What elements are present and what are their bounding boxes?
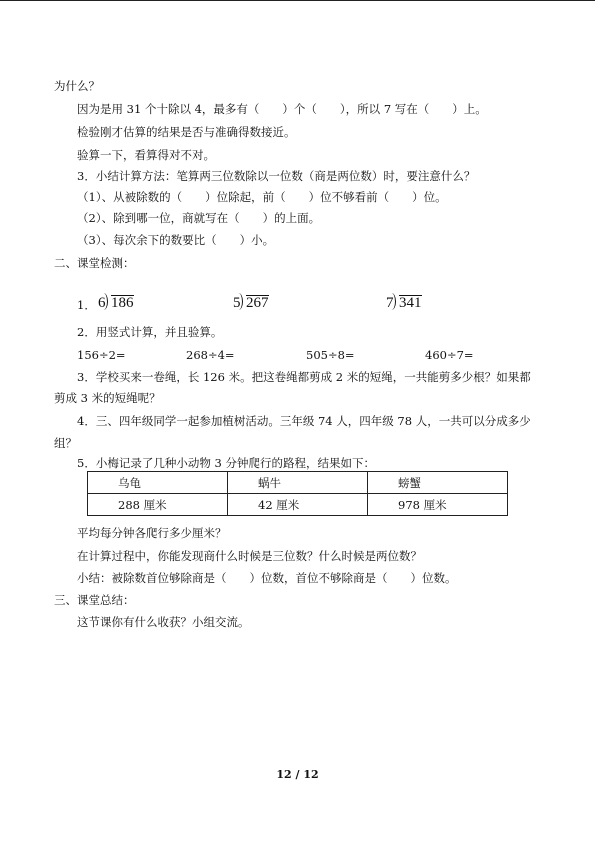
- q4-text-line2: 组？: [54, 436, 77, 450]
- text-check-estimate: 检验刚才估算的结果是否与准确得数接近。: [77, 125, 296, 139]
- q2-text: 2．用竖式计算，并且验算。: [77, 325, 223, 339]
- table-header-cell: 蜗牛: [228, 472, 368, 494]
- crawl-distance-table: [87, 471, 508, 516]
- dividend: 341: [399, 295, 422, 311]
- division-bracket: [235, 293, 243, 310]
- text-step-1: （1）、从被除数的（ ）位除起，前（ ）位不够看前（ ）位。: [77, 190, 447, 204]
- q1-number: 1．: [77, 298, 96, 312]
- text-discovery-question: 在计算过程中，你能发现商什么时候是三位数？什么时候是两位数？: [77, 549, 422, 563]
- table-cell: 288 厘米: [88, 494, 228, 516]
- text-reason: 因为是用 31 个十除以 4，最多有（ ）个（ ），所以 7 写在（ ）上。: [77, 102, 487, 116]
- page-number: 12 / 12: [276, 768, 319, 781]
- table-row: [88, 494, 508, 516]
- text-why: 为什么？: [54, 79, 100, 93]
- calc-item: 156÷2=: [77, 348, 126, 362]
- table-cell: 978 厘米: [368, 494, 508, 516]
- text-reflection: 这节课你有什么收获？小组交流。: [77, 615, 250, 629]
- table-header-cell: 乌龟: [88, 472, 228, 494]
- calc-item: 460÷7=: [425, 348, 474, 362]
- table-cell: 42 厘米: [228, 494, 368, 516]
- division-bracket: [388, 293, 396, 310]
- divisor: 7: [386, 295, 394, 311]
- top-rule: [0, 0, 595, 1]
- division-bracket: [100, 293, 108, 310]
- calc-item: 268÷4=: [186, 348, 235, 362]
- text-average-question: 平均每分钟各爬行多少厘米？: [77, 526, 227, 540]
- section-classroom-test: 二、课堂检测：: [54, 256, 135, 270]
- text-summary: 小结：被除数首位够除商是（ ）位数，首位不够除商是（ ）位数。: [77, 571, 457, 585]
- q5-text: 5．小梅记录了几种小动物 3 分钟爬行的路程，结果如下：: [77, 456, 375, 470]
- table-header-row: [88, 472, 508, 494]
- dividend: 267: [246, 295, 269, 311]
- section-class-summary: 三、课堂总结：: [54, 593, 135, 607]
- dividend: 186: [111, 295, 134, 311]
- text-verify: 验算一下，看算得对不对。: [77, 148, 215, 162]
- calc-item: 505÷8=: [306, 348, 355, 362]
- table-header-cell: 螃蟹: [368, 472, 508, 494]
- divisor: 5: [233, 295, 241, 311]
- text-method-summary: 3．小结计算方法：笔算两三位数除以一位数（商是两位数）时，要注意什么？: [77, 169, 476, 183]
- text-step-3: （3）、每次余下的数要比（ ）小。: [77, 233, 275, 247]
- divisor: 6: [98, 295, 106, 311]
- text-step-2: （2）、除到哪一位，商就写在（ ）的上面。: [77, 211, 321, 225]
- q3-text-line2: 剪成 3 米的短绳呢？: [54, 391, 161, 405]
- q4-text-line1: 4．三、四年级同学一起参加植树活动。三年级 74 人，四年级 78 人，一共可以分成多少: [77, 414, 531, 428]
- q3-text-line1: 3．学校买来一卷绳，长 126 米。把这卷绳都剪成 2 米的短绳，一共能剪多少根？如果都: [77, 370, 531, 384]
